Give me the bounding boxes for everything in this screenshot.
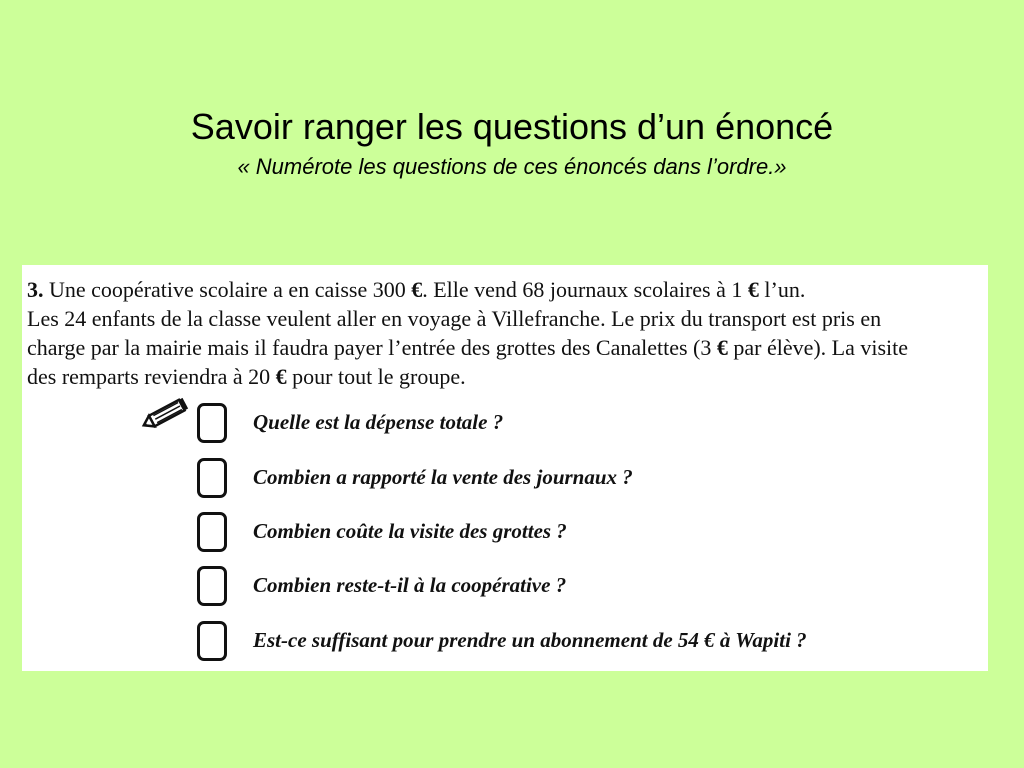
exercise-scan <box>22 265 988 671</box>
pencil-icon <box>140 397 190 431</box>
question-row <box>197 512 977 556</box>
question-text: Quelle est la dépense totale ? <box>253 410 504 434</box>
euro-symbol: € <box>747 277 759 302</box>
euro-symbol: € <box>704 628 715 652</box>
text-segment: . Elle vend 68 journaux scolaires à 1 <box>422 277 748 302</box>
problem-line-3 <box>27 333 987 362</box>
question-row <box>197 621 977 665</box>
question-text: Combien reste-t-il à la coopérative ? <box>253 573 567 597</box>
text-segment: des remparts reviendra à 20 <box>27 364 276 389</box>
text-segment: pour tout le groupe. <box>286 364 466 389</box>
checkbox-icon[interactable] <box>197 621 227 661</box>
problem-statement <box>27 275 987 391</box>
slide-subtitle: « Numérote les questions de ces énoncés dans l’ordre.» <box>237 154 787 179</box>
euro-symbol: € <box>275 364 287 389</box>
euro-symbol: € <box>716 335 728 360</box>
text-segment: par élève). La visite <box>727 335 909 360</box>
checkbox-icon[interactable] <box>197 458 227 498</box>
slide-title: Savoir ranger les questions d’un énoncé <box>190 106 834 147</box>
checkbox-icon[interactable] <box>197 512 227 552</box>
question-text <box>253 628 807 653</box>
text-segment: à Wapiti ? <box>714 628 807 652</box>
question-text: Combien coûte la visite des grottes ? <box>253 519 567 543</box>
problem-line-2: Les 24 enfants de la classe veulent aller en voyage à Villefranche. Le prix du transport est pris en <box>27 306 882 331</box>
euro-symbol: € <box>411 277 423 302</box>
problem-line-1 <box>27 275 987 304</box>
text-segment: charge par la mairie mais il faudra payer l’entrée des grottes des Canalettes (3 <box>27 335 717 360</box>
text-segment: l’un. <box>758 277 806 302</box>
text-segment: Est-ce suffisant pour prendre un abonnement de 54 <box>253 628 705 652</box>
checkbox-icon[interactable] <box>197 566 227 606</box>
problem-line-4 <box>27 362 987 391</box>
checkbox-icon[interactable] <box>197 403 227 443</box>
question-row <box>197 566 977 610</box>
exercise-number: 3. <box>27 277 44 302</box>
text-segment: Une coopérative scolaire a en caisse 300 <box>43 277 412 302</box>
question-row <box>197 458 977 502</box>
question-row <box>197 403 977 447</box>
question-text: Combien a rapporté la vente des journaux ? <box>253 465 633 489</box>
